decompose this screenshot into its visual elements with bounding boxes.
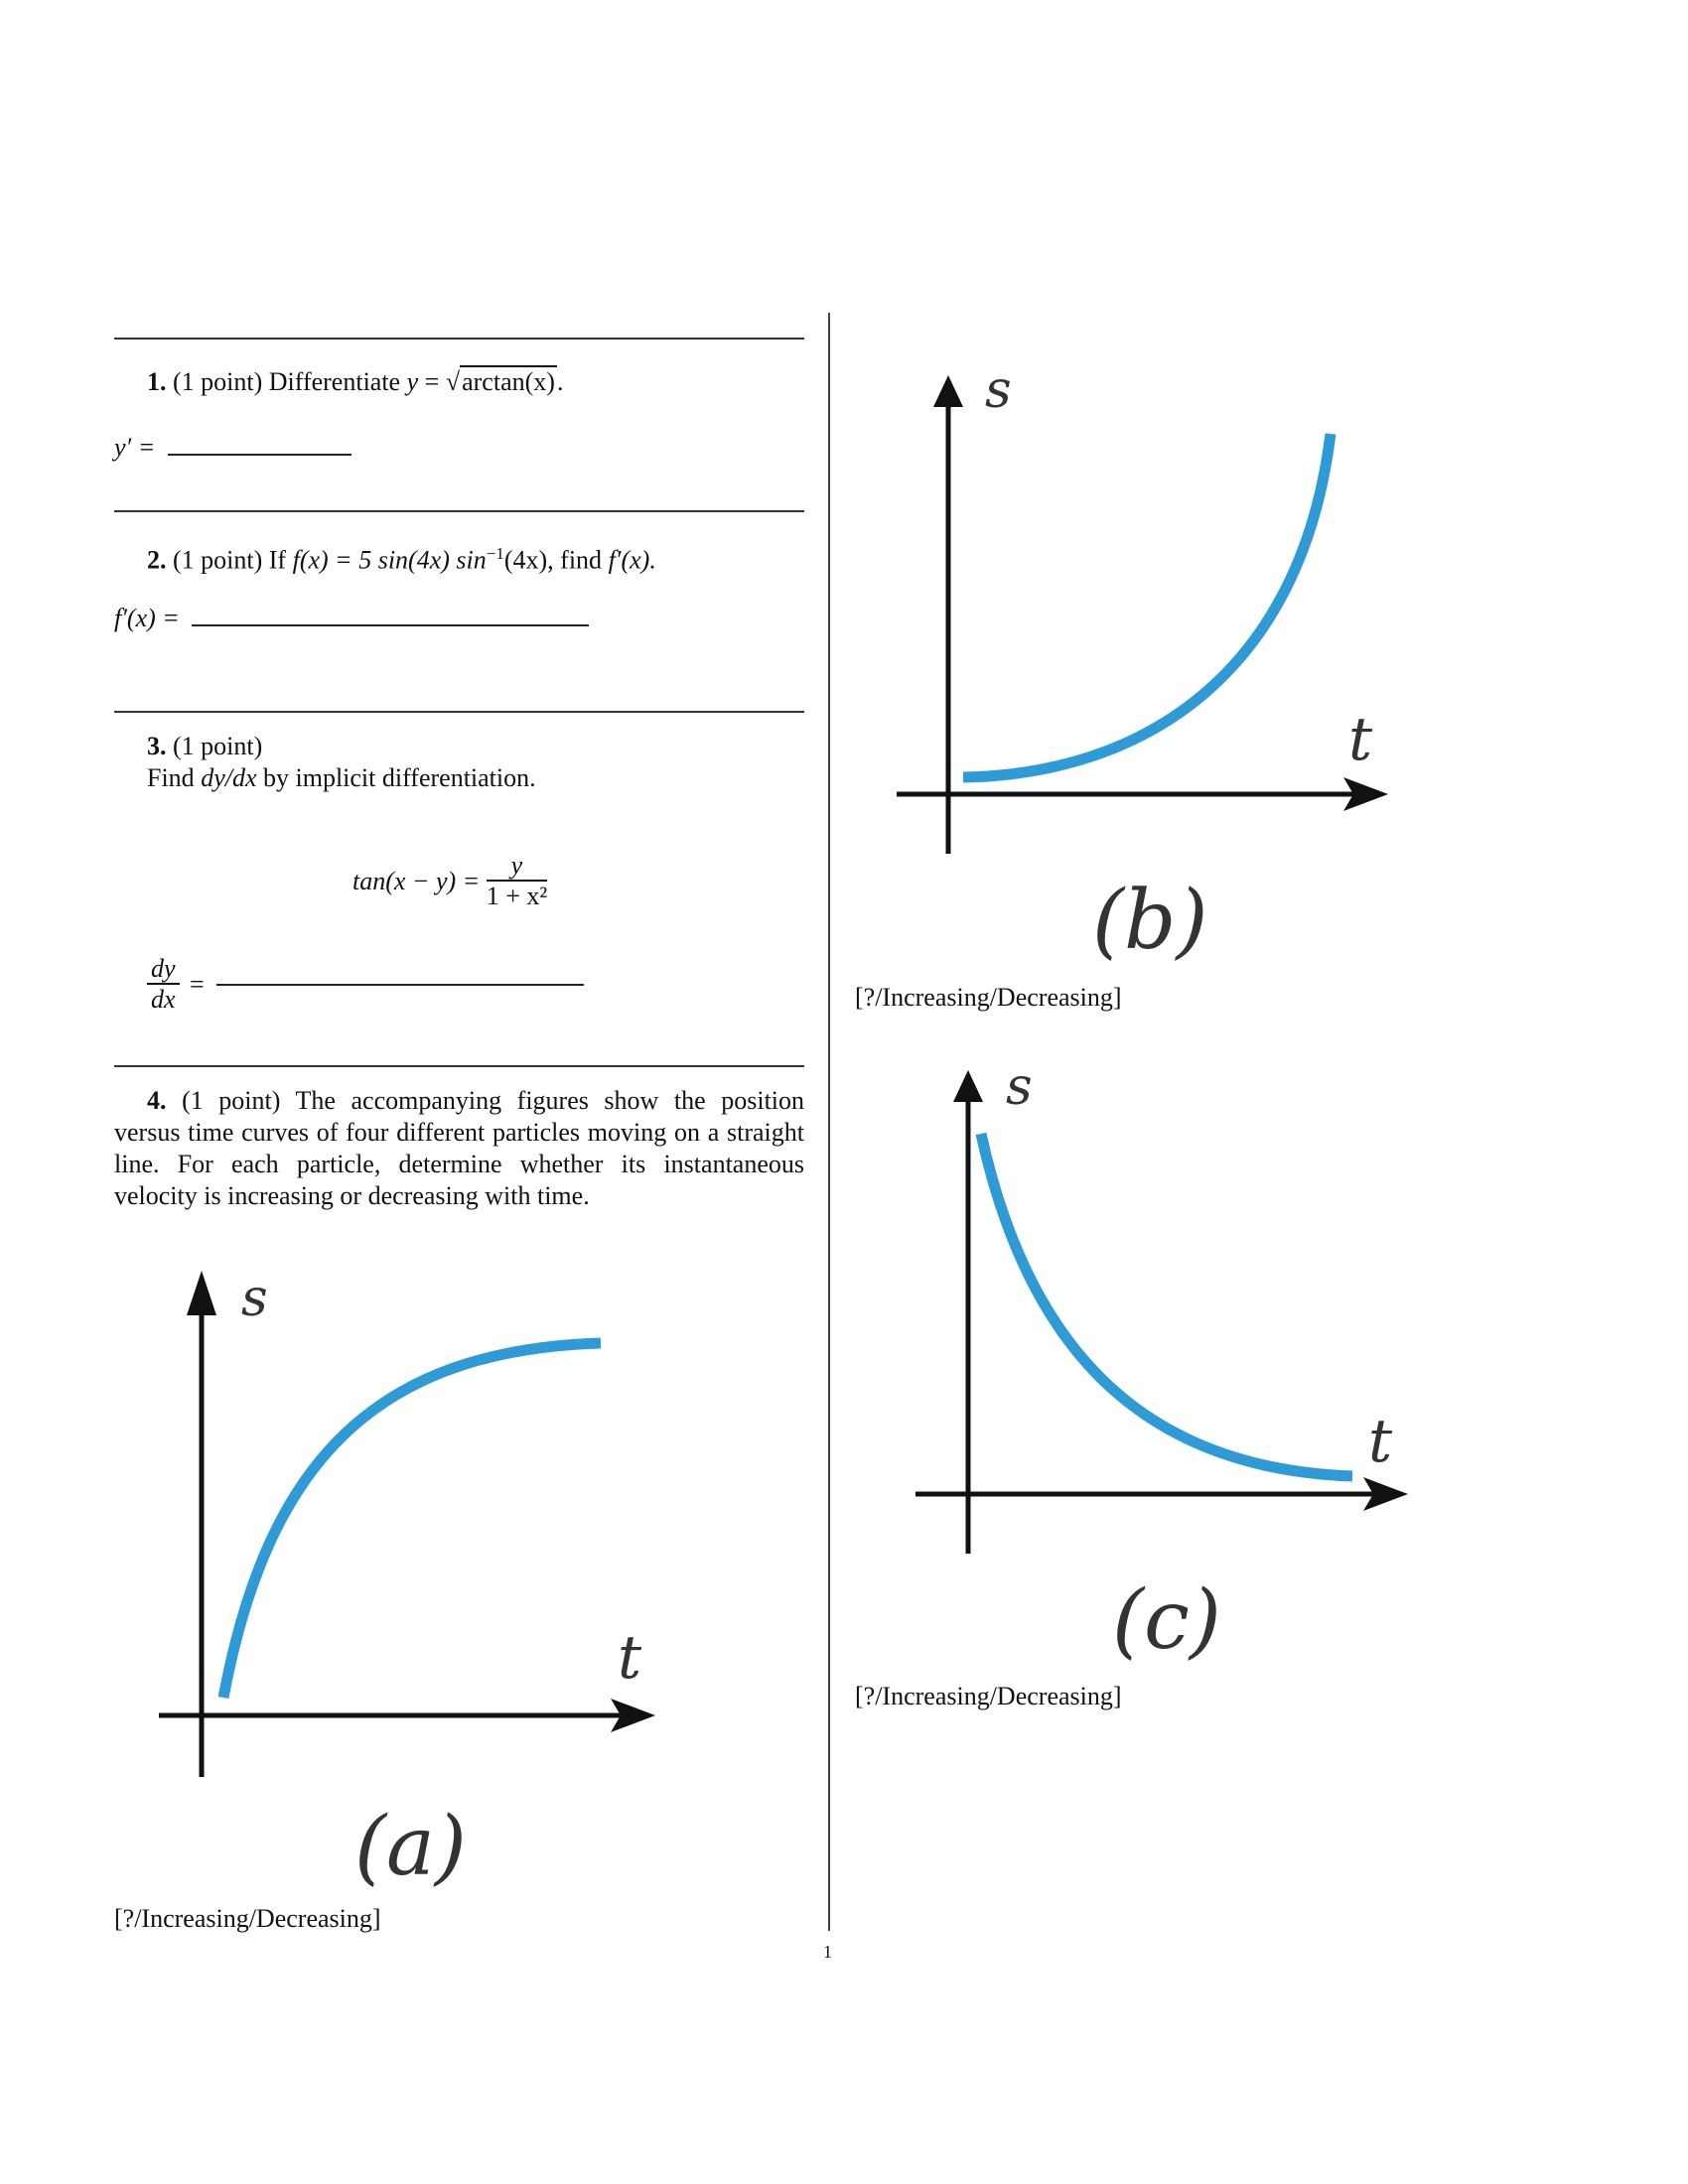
problem-2-target: f′(x). bbox=[608, 545, 656, 575]
problem-4-number: 4. bbox=[147, 1086, 167, 1115]
graph-a-group bbox=[159, 1269, 655, 1894]
problem-2-points: (1 point) If bbox=[173, 545, 287, 575]
graph-a-y-arrow bbox=[187, 1271, 216, 1315]
problem-1-points: (1 point) Differentiate bbox=[173, 367, 401, 396]
graph-c-caption: (c) bbox=[1112, 1573, 1221, 1668]
graph-c-t-label: t bbox=[1368, 1407, 1393, 1476]
problem-1-number: 1. bbox=[147, 367, 167, 396]
problem-4-text: The accompanying figures show the position versus time curves of four different particles moving on a straight line. For each particle, determine whether its instantaneous velocity is increasing or decreasing with time. bbox=[114, 1086, 805, 1210]
problem-2-superscript: −1 bbox=[486, 544, 504, 563]
sqrt-symbol: √arctan(x) bbox=[445, 367, 555, 396]
graph-c-group bbox=[915, 1057, 1408, 1668]
graph-b-curve bbox=[963, 434, 1331, 777]
problem-1-radicand: arctan(x) bbox=[462, 367, 555, 396]
problem-4-points: (1 point) bbox=[182, 1086, 281, 1115]
graph-b-caption: (b) bbox=[1092, 874, 1208, 968]
choice-b-dropdown[interactable]: [?/Increasing/Decreasing] bbox=[855, 983, 1122, 1012]
problem-1-eq: = bbox=[424, 367, 440, 396]
problem-2-function-tail: (4x), find bbox=[503, 545, 603, 575]
problem-2-answer-label: f′(x) = bbox=[114, 604, 180, 632]
choice-a-dropdown[interactable]: [?/Increasing/Decreasing] bbox=[114, 1904, 381, 1933]
graph-a-curve bbox=[223, 1343, 601, 1698]
problem-1-period: . bbox=[556, 367, 564, 396]
problem-3-number: 3. bbox=[147, 732, 167, 760]
graph-a-t-label: t bbox=[618, 1623, 642, 1693]
problem-3-instruction-post: by implicit differentiation. bbox=[263, 763, 536, 792]
problem-3-instruction-pre: Find bbox=[147, 763, 195, 792]
graph-a-caption: (a) bbox=[354, 1800, 467, 1894]
problem-3-answer-numerator: dy bbox=[147, 955, 180, 985]
graph-a-s-label: s bbox=[241, 1269, 268, 1328]
problem-1-answer-label: y′ = bbox=[114, 433, 156, 462]
problem-2-function: f(x) = 5 sin(4x) sin bbox=[292, 545, 487, 575]
problem-3-points: (1 point) bbox=[173, 732, 263, 760]
graph-b-s-label: s bbox=[985, 360, 1012, 420]
problem-3-answer-eq: = bbox=[190, 970, 205, 999]
problem-3-eq-denominator: 1 + x² bbox=[486, 882, 548, 910]
problem-3-eq-numerator: y bbox=[487, 852, 547, 882]
page-number: 1 bbox=[823, 1942, 832, 1962]
graph-c-s-label: s bbox=[1006, 1057, 1033, 1117]
problem-3-answer-denominator: dx bbox=[151, 985, 176, 1014]
graph-c-curve bbox=[981, 1134, 1352, 1476]
problem-3-instruction-var: dy/dx bbox=[201, 763, 257, 792]
graph-b-y-arrow bbox=[933, 375, 963, 407]
choice-c-dropdown[interactable]: [?/Increasing/Decreasing] bbox=[855, 1682, 1122, 1710]
graph-b-group bbox=[897, 360, 1388, 968]
graph-c-y-arrow bbox=[953, 1070, 983, 1102]
graph-b-t-label: t bbox=[1348, 705, 1373, 774]
problem-3-eq-lhs: tan(x − y) = bbox=[352, 867, 481, 895]
problem-1-lhs: y bbox=[406, 367, 419, 396]
problem-2-number: 2. bbox=[147, 545, 167, 575]
